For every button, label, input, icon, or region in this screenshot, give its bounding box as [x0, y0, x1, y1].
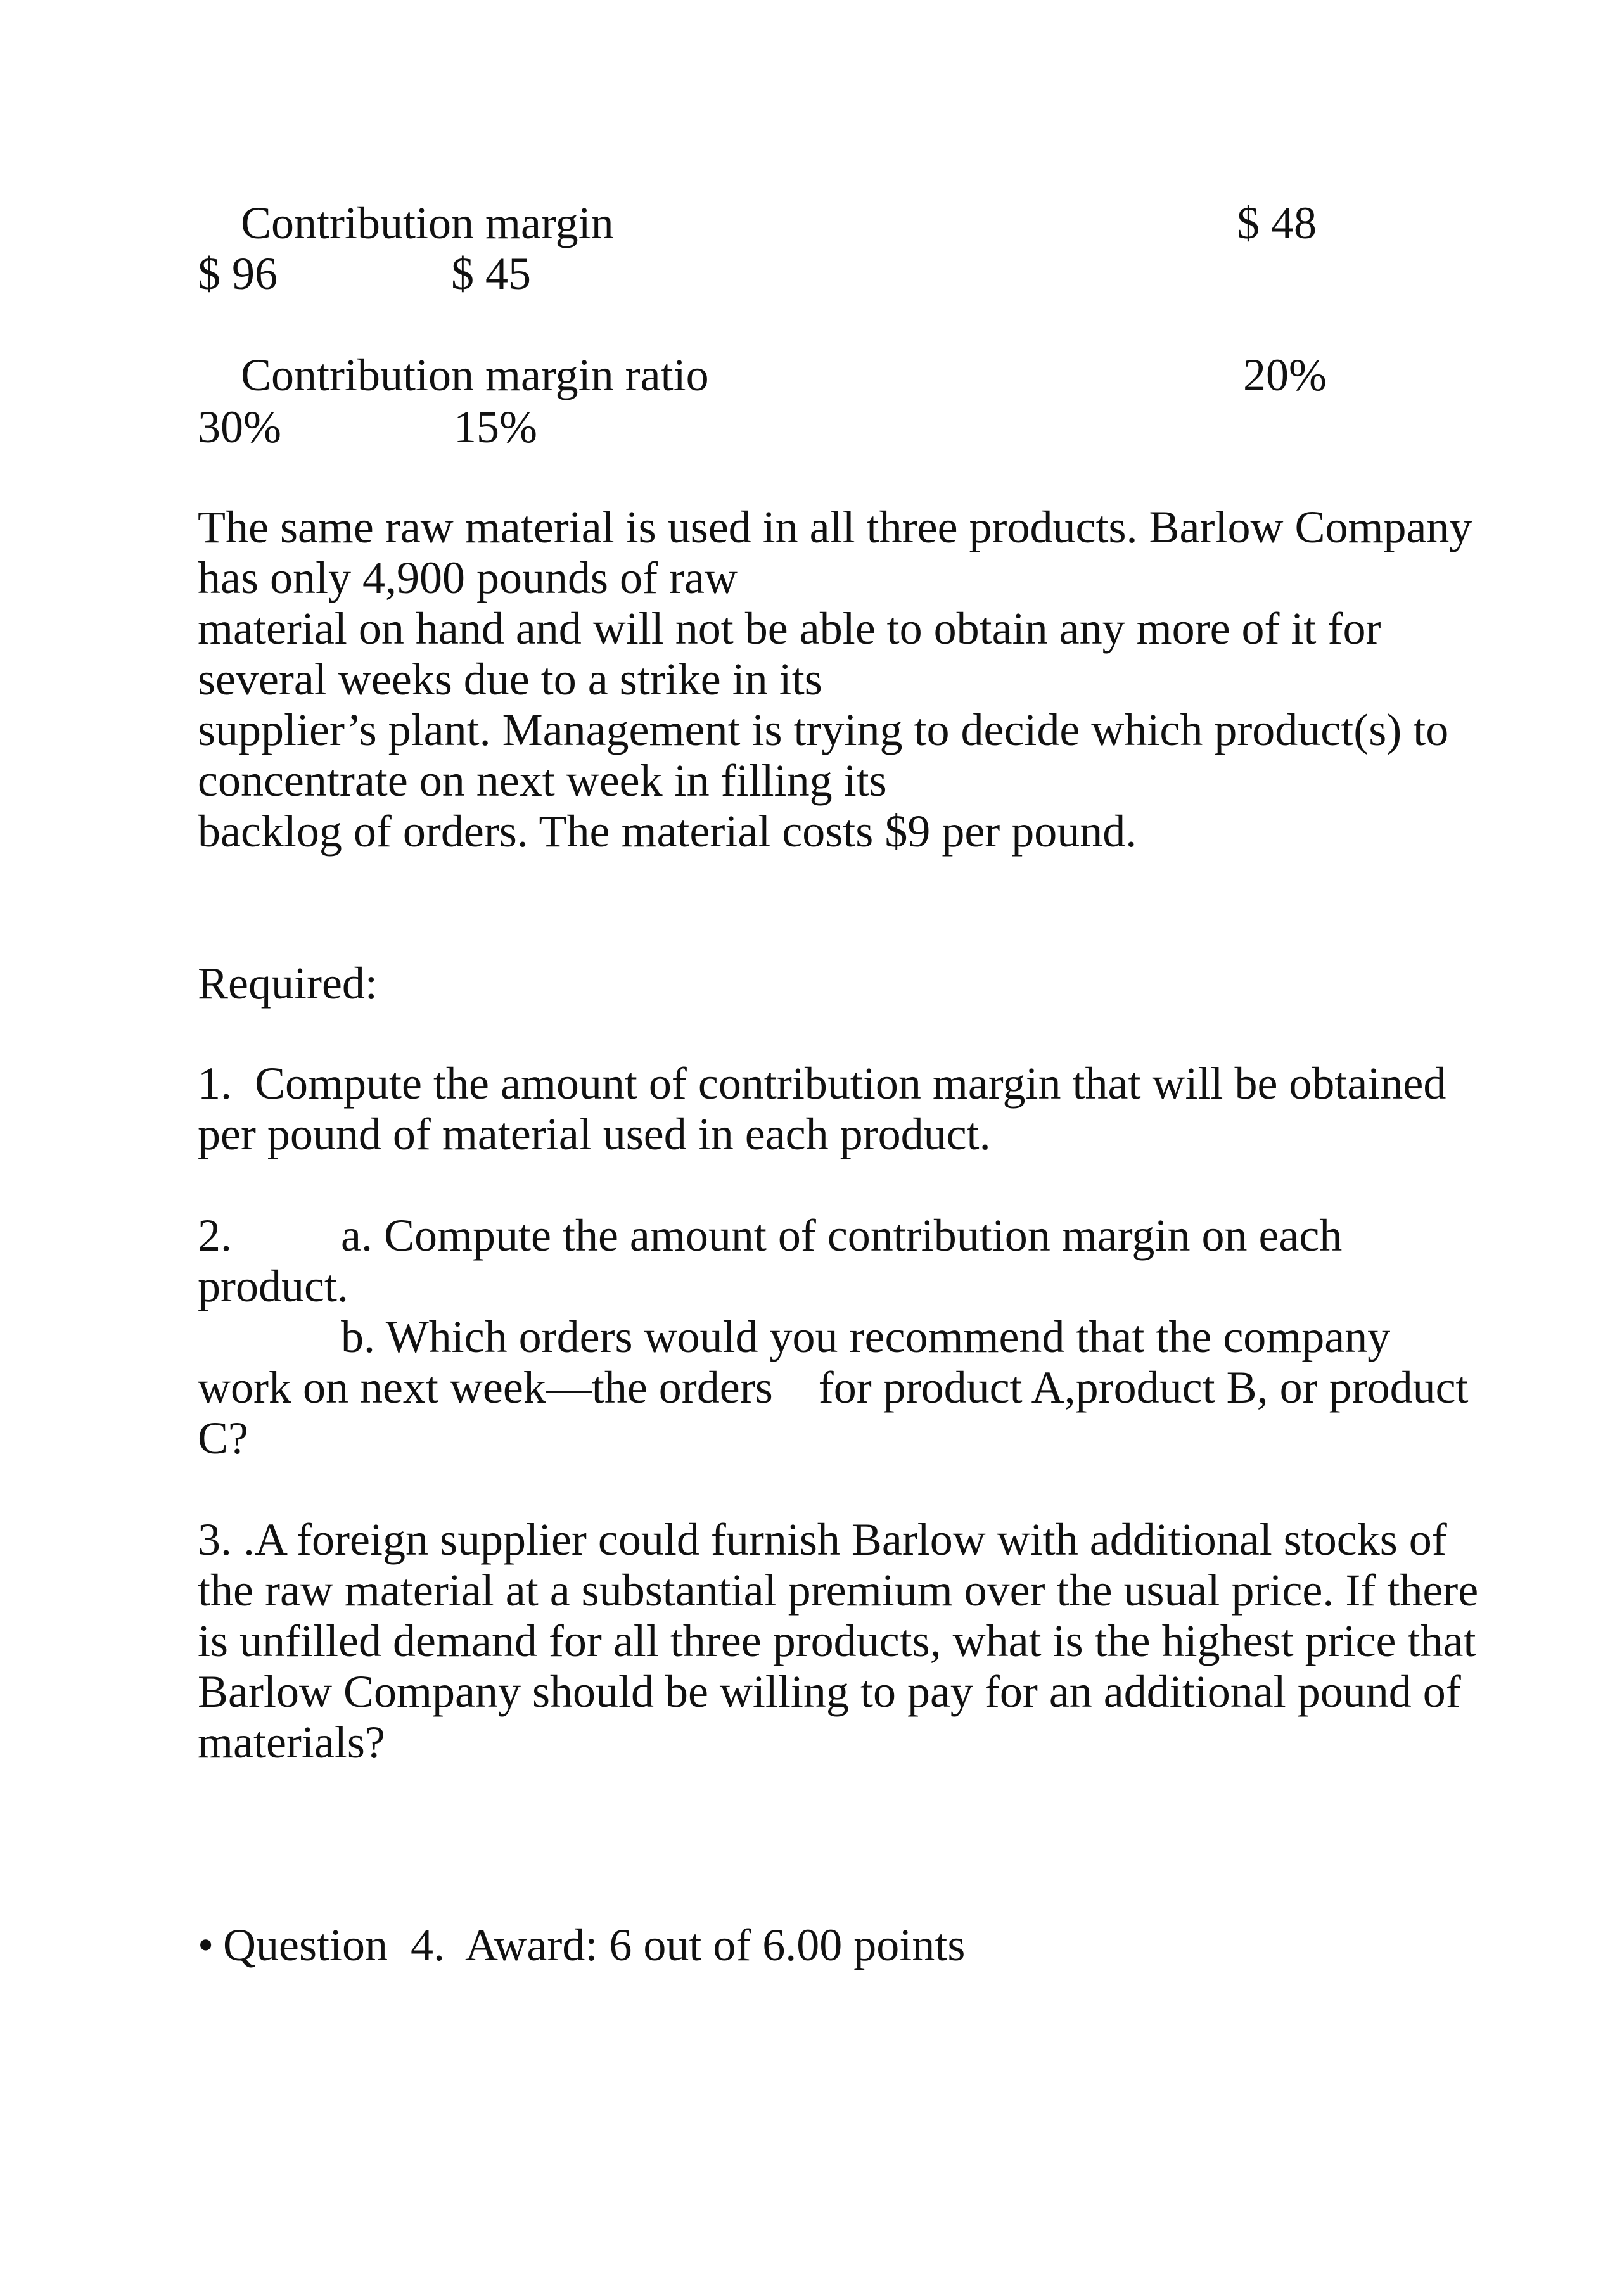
question-2b-line: work on next week—the orders for product A,product B, or product: [198, 1362, 1469, 1413]
question-1-line: 1. Compute the amount of contribution margin that will be obtained: [198, 1058, 1446, 1109]
question-3-line: is unfilled demand for all three products, what is the highest price that: [198, 1616, 1476, 1666]
intro-line: several weeks due to a strike in its: [198, 654, 822, 705]
intro-line: concentrate on next week in filling its: [198, 755, 887, 806]
question-3-line: 3. .A foreign supplier could furnish Barlow with additional stocks of: [198, 1514, 1447, 1565]
intro-line: The same raw material is used in all three products. Barlow Company: [198, 502, 1472, 552]
question-2b-line: b. Which orders would you recommend that the company: [341, 1311, 1391, 1362]
question-3-line: materials?: [198, 1717, 385, 1768]
question-1-line: per pound of material used in each product.: [198, 1109, 991, 1159]
intro-line: backlog of orders. The material costs $9 per pound.: [198, 806, 1137, 857]
required-heading: Required:: [198, 958, 378, 1009]
contribution-margin-product-c: $ 45: [451, 248, 531, 299]
question-3-line: the raw material at a substantial premium over the usual price. If there: [198, 1565, 1479, 1616]
question-2a-line: product.: [198, 1261, 348, 1311]
intro-line: supplier’s plant. Management is trying to decide which product(s) to: [198, 705, 1449, 755]
question-2-number: 2.: [198, 1210, 232, 1261]
contribution-margin-product-a: $ 48: [1237, 198, 1317, 248]
question-3-line: Barlow Company should be willing to pay for an additional pound of: [198, 1666, 1461, 1717]
cm-ratio-product-b: 30%: [198, 402, 281, 452]
contribution-margin-label: Contribution margin: [241, 198, 614, 248]
question-4-award-text: Question 4. Award: 6 out of 6.00 points: [223, 1920, 966, 1970]
intro-line: has only 4,900 pounds of raw: [198, 552, 738, 603]
question-2a-line: a. Compute the amount of contribution margin on each: [341, 1210, 1343, 1261]
cm-ratio-product-c: 15%: [454, 402, 537, 452]
cm-ratio-label: Contribution margin ratio: [241, 350, 709, 400]
intro-line: material on hand and will not be able to obtain any more of it for: [198, 603, 1381, 654]
contribution-margin-product-b: $ 96: [198, 248, 278, 299]
question-2b-line: C?: [198, 1413, 248, 1464]
bullet-icon: •: [198, 1920, 214, 1970]
cm-ratio-product-a: 20%: [1243, 350, 1327, 400]
